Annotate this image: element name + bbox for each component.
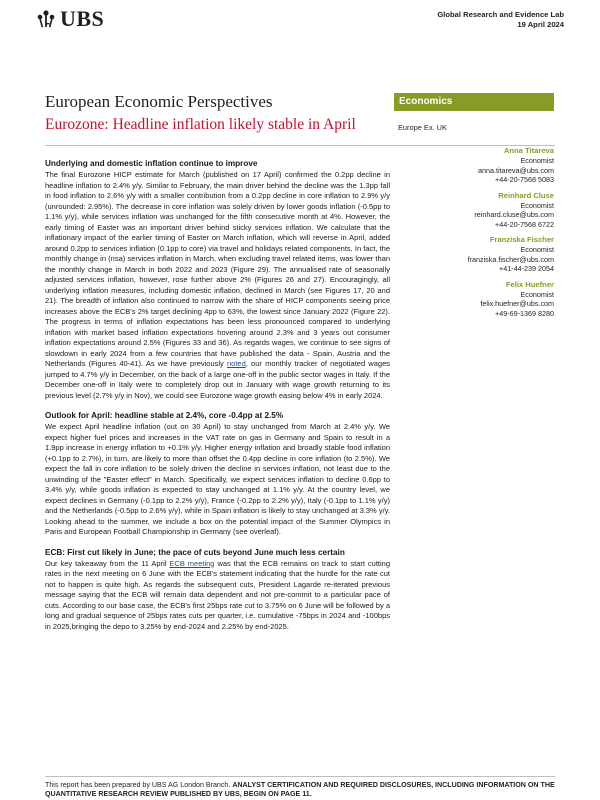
author-phone: +49-69-1369 8280 xyxy=(495,308,554,318)
main-body xyxy=(45,158,390,641)
body-paragraph xyxy=(45,170,390,401)
author-name: Felix Huefner xyxy=(505,279,554,289)
author-card xyxy=(394,280,554,319)
footer-divider xyxy=(45,776,555,777)
sidebar xyxy=(394,93,554,324)
masthead-title: Global Research and Evidence Lab xyxy=(437,10,564,19)
noted-link[interactable]: noted xyxy=(227,359,246,368)
author-email[interactable]: felix.huefner@ubs.com xyxy=(480,299,554,308)
section-heading: Underlying and domestic inflation continue to improve xyxy=(45,159,258,168)
section-heading: ECB: First cut likely in June; the pace of cuts beyond June much less certain xyxy=(45,547,345,557)
author-name: Franziska Fischer xyxy=(489,235,554,244)
author-phone: +44-20-7568 5083 xyxy=(495,175,554,184)
brand-logo xyxy=(36,8,104,30)
brand-name: UBS xyxy=(60,6,105,31)
report-date: 19 April 2024 xyxy=(517,20,564,29)
masthead xyxy=(437,10,564,30)
disclosure-footer xyxy=(45,781,555,799)
author-card xyxy=(394,191,554,230)
author-email[interactable]: franziska.fischer@ubs.com xyxy=(467,254,554,264)
keys-icon xyxy=(36,9,56,29)
author-list xyxy=(394,146,554,318)
paragraph-text: , our monthly tracker of negotiated wages jumped to 4.7% y/y in December, on the back of a large one-off in the public sector wages in Italy. If the December one-off in Italy were to completely drop out in January with wage growth returning to its previous level (2.7% y/y in Nov), we could see Eurozone wage growth easing below 4% in early 2024. xyxy=(45,359,390,400)
paragraph-text: The final Eurozone HICP estimate for March (published on 17 April) confirmed the 0.2pp decline in headline inflation to 2.4% y/y. Similar to February, the main driver behind the decline was the 1.3pp fall in food inflation to 2.6% y/y with a smaller contribution from a 0.2pp decline in core inflation to 2.9% y/y (unrounded: 2.95%). The decrease in core inflation was solely driven by lower goods inflation (-0.5pp to 1.1% y/y), while services inflation was unchanged for the fifth consecutive month at 4%. However, the early timing of Easter was an important driver behind sticky services inflation. We calculate that the inflationary impact of the earlier timing of Easter on March inflation, which will reverse in April, added around 0.2pp to services inflation (0.1pp to core) via travel and holidays related components. In fact, the monthly change in (nsa) services inflation in March, when excluding travel related items, was lower than the monthly change in March in both 2022 and 2023 (Figure 29). The annualised rate of seasonally adjusted services inflation, however, rose further above 2% (Figures 26 and 27). Encouragingly, all underlying inflation measures, including domestic inflation, declined in March (see Figures 17, 20 and 21). The breadth of inflation also continued to narrow with the share of HICP components seeing price increases above the ECB's 2% target declining 4pp to 63%, the lowest since January 2022 (Figure 22). The progress in terms of inflation expectations has been less pronounced compared to underlying inflation with market based inflation expectations hovering around 2.3% and 3 years out consumer inflation expectations around 2.5% (Figures 33 and 36). As regards wages, we continue to see signs of slowdown in early 2024 from a few countries that have published the data - Spain, Austria and the Netherlands (Figures 40-41). As we have previously xyxy=(45,170,390,368)
footer-text: This report has been prepared by UBS AG London Branch. xyxy=(45,781,233,789)
ecb-meeting-link[interactable]: ECB meeting xyxy=(169,558,215,568)
report-headline: Eurozone: Headline inflation likely stable in April xyxy=(45,116,356,133)
body-paragraph: We expect April headline inflation (out on 30 April) to stay unchanged from March at 2.4% y/y. We expect higher fuel prices and increases in the VAT rate on gas in Germany and Spain to result in a 1.9pp increase in energy inflation to +0.1% y/y. Higher energy inflation and broadly stable food inflation (+0.1pp to 2.7%), in turn, are likely to more than offset the 0.4pp decline in core inflation (to 2.5%). We expect the fall in core inflation to be solely driven the decline in services inflation, not least due to the unwinding of the "Easter effect" in March. Specifically, we expect services inflation to decline 0.6pp to 3.4% y/y, while goods inflation is expected to stay unchanged at 1.1% y/y. At the country level, we expect declines in Germany (-0.1pp to 2.2% y/y), France (-0.2pp to 2.2% y/y), Italy (-0.1pp to 1.1% y/y) and the Netherlands (-0.5pp to 2.6% y/y), while in Spain inflation is likely to stay unchanged at 3.3% y/y. Looking ahead to the summer, we include a box on the potential impact of the Summer Olympics in Paris and European Football Championship in Germany (see overleaf). xyxy=(45,422,390,536)
author-name: Reinhard Cluse xyxy=(498,190,554,200)
region-label: Europe Ex. UK xyxy=(398,123,447,132)
paragraph-text: was that the ECB remains on track to start cutting rates in the next meeting on 6 June with the ECB's statement indicating that the hurdle for the rate cut not to happen is quite high. As regards the subsequent cuts, President Lagarde re-iterated previous message saying that the ECB will remain data dependent and not pre-commit to a particular pace of cuts. According to our base case, the ECB's first 25bps rate cut to 3.75% on 6 June will be followed by a long and gradual sequence of 25bps rates cuts per quarter, i.e. cumulative -75bps in 2024 and -100bps in 2025,bringing the depo to 3.25% by end-2024 and 2.25% by end-2025. xyxy=(45,558,391,631)
author-phone: +44-20-7568 6722 xyxy=(495,219,554,229)
author-name: Anna Titareva xyxy=(503,146,554,155)
author-role: Economist xyxy=(520,156,554,165)
author-role: Economist xyxy=(520,245,554,254)
author-email[interactable]: reinhard.cluse@ubs.com xyxy=(474,210,554,219)
author-email[interactable]: anna.titareva@ubs.com xyxy=(477,165,554,175)
author-role: Economist xyxy=(520,289,554,299)
section-tag: Economics xyxy=(394,93,554,111)
paragraph-text: Our key takeaway from the 11 April xyxy=(45,558,170,568)
author-card xyxy=(394,235,554,274)
section-heading: Outlook for April: headline stable at 2.4%, core -0.4pp at 2.5% xyxy=(45,411,284,420)
author-role: Economist xyxy=(520,200,554,210)
author-phone: +41-44-239 2054 xyxy=(499,264,554,273)
footer-disclosure: ANALYST CERTIFICATION AND REQUIRED DISCLOSURES, INCLUDING INFORMATION ON THE QUANTITATIVE RESEARCH REVIEW PUBLISHED BY UBS, BEGIN ON PAGE 11. xyxy=(45,781,555,799)
author-card xyxy=(394,146,554,185)
body-paragraph xyxy=(45,559,390,633)
publication-title: European Economic Perspectives xyxy=(45,92,273,111)
